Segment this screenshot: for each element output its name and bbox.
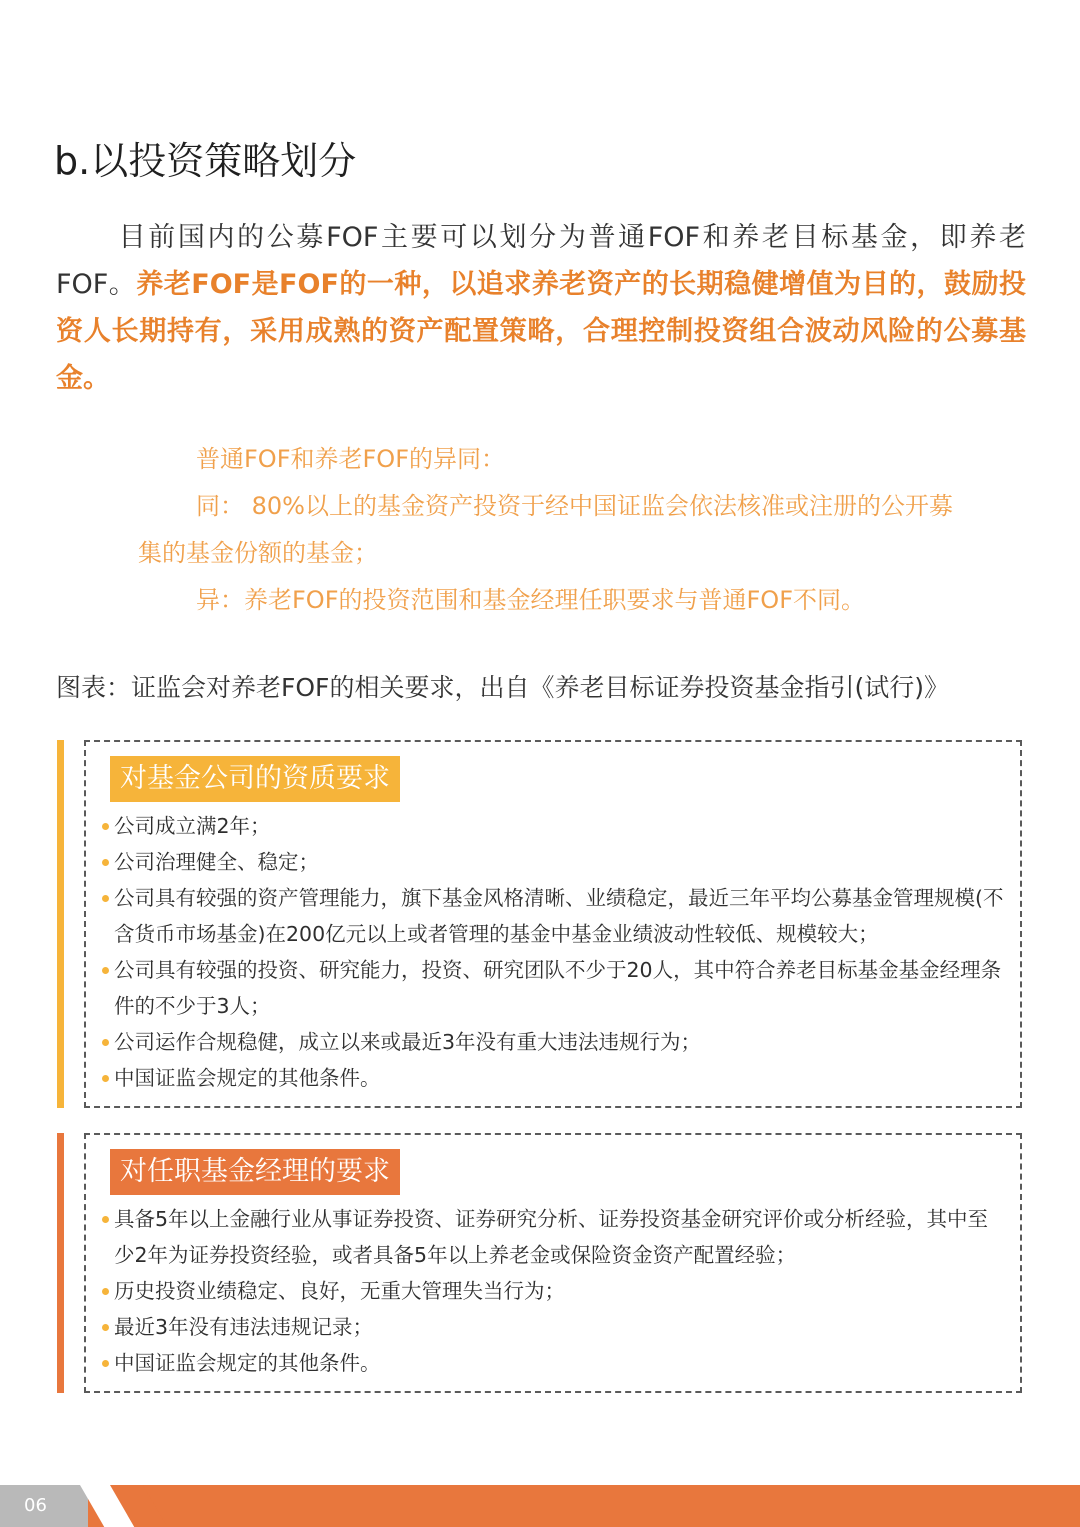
manager-requirements-list — [102, 1201, 1008, 1381]
bullet-dot-icon — [102, 1216, 109, 1223]
list-item: 公司具有较强的资产管理能力，旗下基金风格清晰、业绩稳定，最近三年平均公募基金管理规模(不含货币市场基金)在200亿元以上或者管理的基金中基金业绩波动性较低、规模较大； — [102, 880, 1008, 952]
bullet-dot-icon — [102, 1360, 109, 1367]
footer-accent-band — [88, 1485, 1080, 1527]
company-box-accent-bar — [57, 740, 64, 1108]
comparison-block — [138, 436, 968, 624]
list-item: 公司具有较强的投资、研究能力，投资、研究团队不少于20人，其中符合养老目标基金基金经理条件的不少于3人； — [102, 952, 1008, 1024]
bullet-dot-icon — [102, 1075, 109, 1082]
company-requirements-box — [84, 740, 1022, 1108]
list-item: 最近3年没有违法违规记录； — [102, 1309, 1008, 1345]
bullet-dot-icon — [102, 859, 109, 866]
list-item: 公司运作合规稳健，成立以来或最近3年没有重大违法违规行为； — [102, 1024, 1008, 1060]
bullet-dot-icon — [102, 895, 109, 902]
bullet-dot-icon — [102, 967, 109, 974]
company-requirements-title: 对基金公司的资质要求 — [110, 756, 400, 802]
intro-highlight-text: 养老FOF是FOF的一种，以追求养老资产的长期稳健增值为目的，鼓励投资人长期持有，采用成熟的资产配置策略，合理控制投资组合波动风险的公募基金。 — [56, 269, 1026, 394]
company-requirements-list — [102, 808, 1008, 1096]
manager-requirements-title: 对任职基金经理的要求 — [110, 1149, 400, 1195]
list-item: 公司成立满2年； — [102, 808, 1008, 844]
page-number: 06 — [24, 1495, 47, 1516]
list-item: 公司治理健全、稳定； — [102, 844, 1008, 880]
list-item: 具备5年以上金融行业从事证券投资、证券研究分析、证券投资基金研究评价或分析经验，其中至少2年为证券投资经验，或者具备5年以上养老金或保险资金资产配置经验； — [102, 1201, 1008, 1273]
bullet-dot-icon — [102, 1324, 109, 1331]
bullet-dot-icon — [102, 1288, 109, 1295]
list-item: 历史投资业绩稳定、良好，无重大管理失当行为； — [102, 1273, 1008, 1309]
bullet-dot-icon — [102, 1039, 109, 1046]
manager-requirements-box — [84, 1133, 1022, 1393]
manager-box-accent-bar — [57, 1133, 64, 1393]
section-title: b.以投资策略划分 — [54, 139, 357, 183]
intro-plain-text: 目前国内的公募FOF主要可以划分为普通FOF和养老目标基金，即养老FOF。 — [56, 222, 1026, 300]
comparison-same: 同： 80%以上的基金资产投资于经中国证监会依法核准或注册的公开募集的基金份额的基金； — [138, 492, 953, 567]
comparison-heading: 普通FOF和养老FOF的异同： — [196, 445, 505, 473]
list-item: 中国证监会规定的其他条件。 — [102, 1060, 1008, 1096]
figure-caption: 图表：证监会对养老FOF的相关要求，出自《养老目标证券投资基金指引(试行)》 — [56, 673, 949, 702]
comparison-diff: 异：养老FOF的投资范围和基金经理任职要求与普通FOF不同。 — [196, 586, 865, 614]
intro-paragraph — [56, 214, 1026, 402]
bullet-dot-icon — [102, 823, 109, 830]
list-item: 中国证监会规定的其他条件。 — [102, 1345, 1008, 1381]
